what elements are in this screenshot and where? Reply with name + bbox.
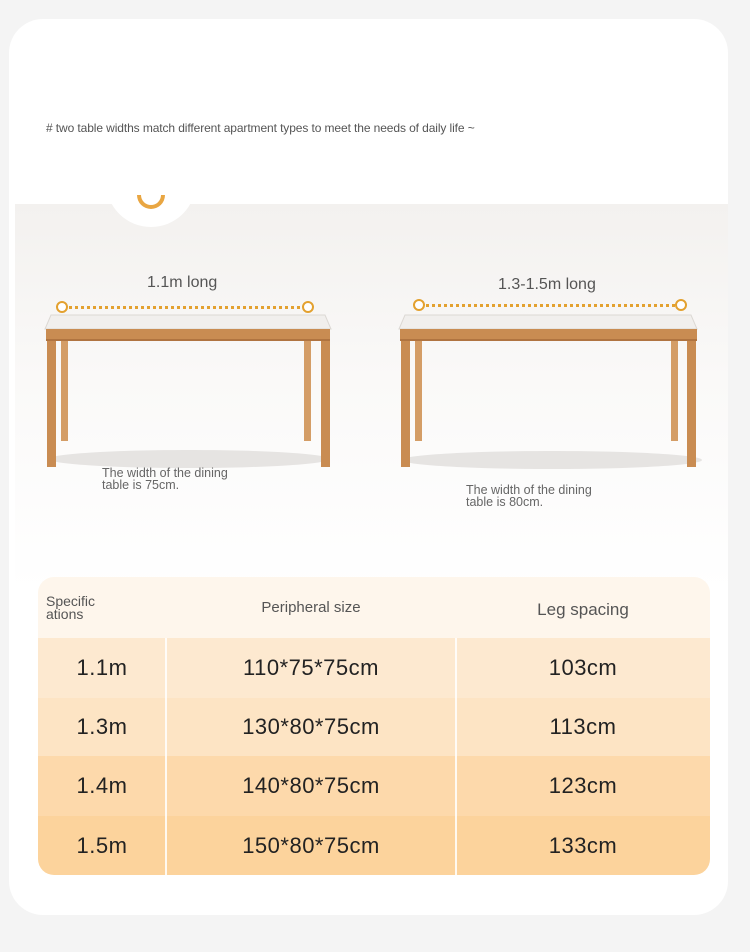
header-specifications [46,577,166,638]
cell-leg: 133cm [548,832,618,858]
content-card [9,19,728,915]
header-specifications-label: Specific ations [46,592,96,622]
cell-leg: 103cm [548,655,618,680]
table-2-length-label: 1.3-1.5m long [498,276,596,293]
table-1-width-note [102,467,228,491]
cell-size: 150*80*75cm [242,832,380,858]
cell-size: 110*75*75cm [243,655,379,680]
width-note-line: The width of the dining [102,466,228,480]
cell-leg: 113cm [549,714,617,739]
cell-spec: 1.1m [76,655,128,680]
cell-size: 140*80*75cm [242,773,380,798]
cell-leg: 123cm [548,773,618,798]
width-note-line: The width of the dining [466,483,592,497]
spec-table-header-row [38,577,710,638]
table-1-length-label: 1.1m long [147,274,218,291]
cell-spec: 1.5m [76,832,128,858]
cell-size: 130*80*75cm [242,714,380,739]
width-note-line: table is 75cm. [102,478,180,492]
width-note-line: table is 80cm. [466,495,544,509]
cell-spec: 1.3m [76,714,128,739]
table-2-width-note [466,484,592,508]
table-row [38,756,710,816]
table-row [38,638,710,698]
spec-table [38,577,710,875]
cell-spec: 1.4m [76,773,128,798]
table-2-image [392,309,712,474]
tagline: # two table widths match different apartment types to meet the needs of daily life ~ [46,121,475,135]
column-divider [455,638,457,875]
table-1-image [39,309,339,474]
table-row [38,698,710,756]
column-divider [165,638,167,875]
header-peripheral-size: Peripheral size [261,599,361,616]
header-leg-spacing: Leg spacing [537,599,629,619]
table-row [38,816,710,875]
